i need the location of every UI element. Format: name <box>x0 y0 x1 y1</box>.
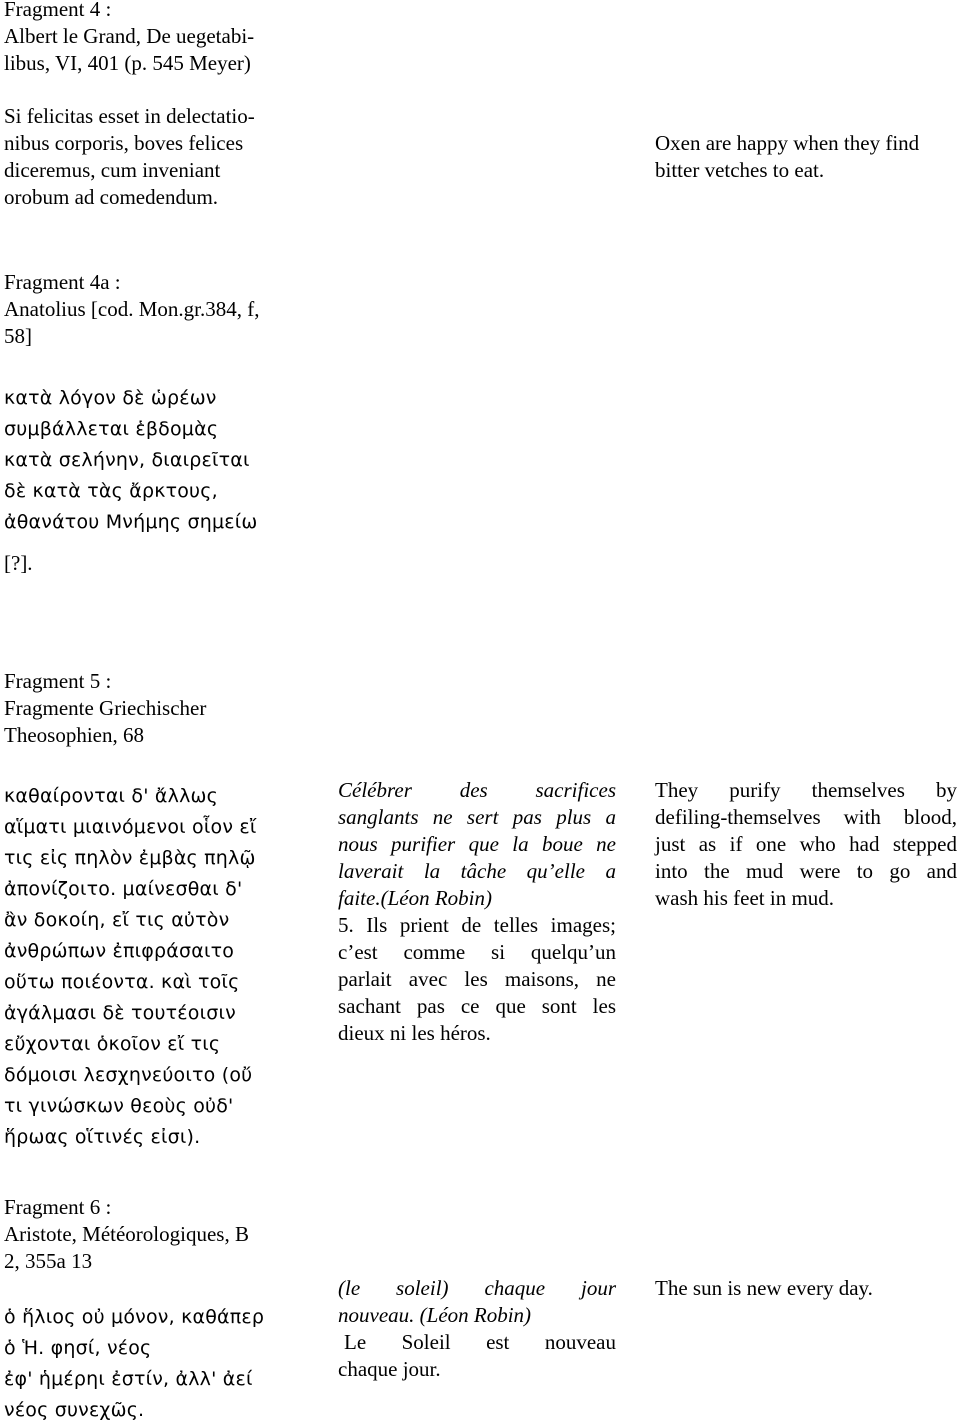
heading-line: Fragment 6 : <box>4 1195 112 1219</box>
greek-line: ὁ ἥλιος οὐ μόνον, καθάπερ <box>4 1306 265 1328</box>
english-line: They purify themselves by <box>655 778 957 802</box>
greek-line: ἥρωας οἵτινές εἰσι). <box>4 1126 201 1148</box>
french-line: nous purifier que la boue ne <box>338 832 616 856</box>
french-line: nouveau. (Léon Robin) <box>338 1303 532 1327</box>
latin-line: orobum ad comedendum. <box>4 185 219 209</box>
fragment-6-english-translation <box>655 1275 957 1302</box>
english-line: bitter vetches to eat. <box>655 158 825 182</box>
fragment-6-heading <box>4 1194 294 1275</box>
french-line: parlait avec les maisons, ne <box>338 967 616 991</box>
greek-line: δὲ κατὰ τὰς ἄρκτους, <box>4 480 218 502</box>
english-line: wash his feet in mud. <box>655 886 835 910</box>
heading-line: Fragment 4 : <box>4 0 112 21</box>
greek-line: νέος συνεχῶς. <box>4 1399 145 1421</box>
heading-line: Fragment 4a : <box>4 270 121 294</box>
heading-line: 58] <box>4 324 32 348</box>
greek-line: τι γινώσκων θεοὺς οὐδ' <box>4 1095 234 1117</box>
greek-line: ἀθανάτου Μνήμης σημείω <box>4 511 258 533</box>
french-line: laverait la tâche qu’elle a <box>338 859 616 883</box>
fragment-4a-greek-text <box>4 383 294 538</box>
greek-line: ἂν δοκοίη, εἴ τις αὐτὸν <box>4 909 230 931</box>
english-line: into the mud were to go and <box>655 859 957 883</box>
heading-line: 2, 355a 13 <box>4 1249 93 1273</box>
fragment-5-greek-text <box>4 781 294 1153</box>
greek-line: ἐφ' ἡμέρηι ἐστίν, ἀλλ' ἀεί <box>4 1368 253 1390</box>
french-line: 5. Ils prient de telles images; <box>338 913 616 937</box>
greek-line: κατὰ σελήνην, διαιρεῖται <box>4 449 250 471</box>
fragment-4-english-translation <box>655 130 957 184</box>
french-line: sachant pas ce que sont les <box>338 994 616 1018</box>
french-line: Le Soleil est nouveau <box>344 1330 616 1354</box>
fragment-4a-heading <box>4 269 294 350</box>
fragment-6-french-translation <box>338 1275 616 1383</box>
english-line: Oxen are happy when they find <box>655 131 920 155</box>
english-line: defiling-themselves with blood, <box>655 805 957 829</box>
fragment-6-greek-text <box>4 1302 294 1426</box>
french-line: c’est comme si quelqu’un <box>338 940 616 964</box>
fragment-5-heading <box>4 668 294 749</box>
heading-line: Fragment 5 : <box>4 669 112 693</box>
french-line: Célébrer des sacrifices <box>338 778 616 802</box>
heading-line: Fragmente Griechischer <box>4 696 207 720</box>
english-line: just as if one who had stepped <box>655 832 957 856</box>
heading-line: Theosophien, 68 <box>4 723 144 747</box>
greek-line: κατὰ λόγον δὲ ὡρέων <box>4 387 217 409</box>
fragment-4-latin-text <box>4 103 294 211</box>
fragment-4-heading <box>4 0 294 77</box>
greek-line: ἀπονίζοιτο. μαίνεσθαι δ' <box>4 878 243 900</box>
french-line: sanglants ne sert pas plus a <box>338 805 616 829</box>
latin-line: nibus corporis, boves felices <box>4 131 244 155</box>
latin-line: diceremus, cum inveniant <box>4 158 221 182</box>
latin-line: Si felicitas esset in delectatio- <box>4 104 255 128</box>
greek-line: συμβάλλεται ἑβδομὰς <box>4 418 219 440</box>
greek-line: ἀνθρώπων ἐπιφράσαιτο <box>4 940 235 962</box>
english-line: The sun is new every day. <box>655 1276 873 1300</box>
greek-line: ἀγάλμασι δὲ τουτέοισιν <box>4 1002 236 1024</box>
greek-line: οὕτω ποιέοντα. καὶ τοῖς <box>4 971 240 993</box>
greek-line: δόμοισι λεσχηνεύοιτο (οὔ <box>4 1064 253 1086</box>
heading-line: Anatolius [cod. Mon.gr.384, f, <box>4 297 260 321</box>
french-line: faite.(Léon Robin) <box>338 886 492 910</box>
greek-line: αἵματι μιαινόμενοι οἷον εἴ <box>4 816 257 838</box>
heading-line: Aristote, Météorologiques, B <box>4 1222 249 1246</box>
french-line: chaque jour. <box>338 1357 441 1381</box>
fragment-5-english-translation <box>655 777 957 912</box>
heading-line: libus, VI, 401 (p. 545 Meyer) <box>4 51 251 75</box>
greek-line: τις εἰς πηλὸν ἐμβὰς πηλῷ <box>4 847 256 869</box>
fragment-4a-uncertain-mark: [?]. <box>4 551 33 575</box>
greek-line: εὔχονται ὁκοῖον εἴ τις <box>4 1033 221 1055</box>
french-line: dieux ni les héros. <box>338 1021 491 1045</box>
greek-line: καθαίρονται δ' ἄλλως <box>4 785 218 807</box>
heading-line: Albert le Grand, De uegetabi- <box>4 24 255 48</box>
greek-line: ὁ Ἡ. φησί, νέος <box>4 1337 152 1359</box>
french-line: (le soleil) chaque jour <box>338 1276 616 1300</box>
fragment-5-french-translation <box>338 777 616 1047</box>
